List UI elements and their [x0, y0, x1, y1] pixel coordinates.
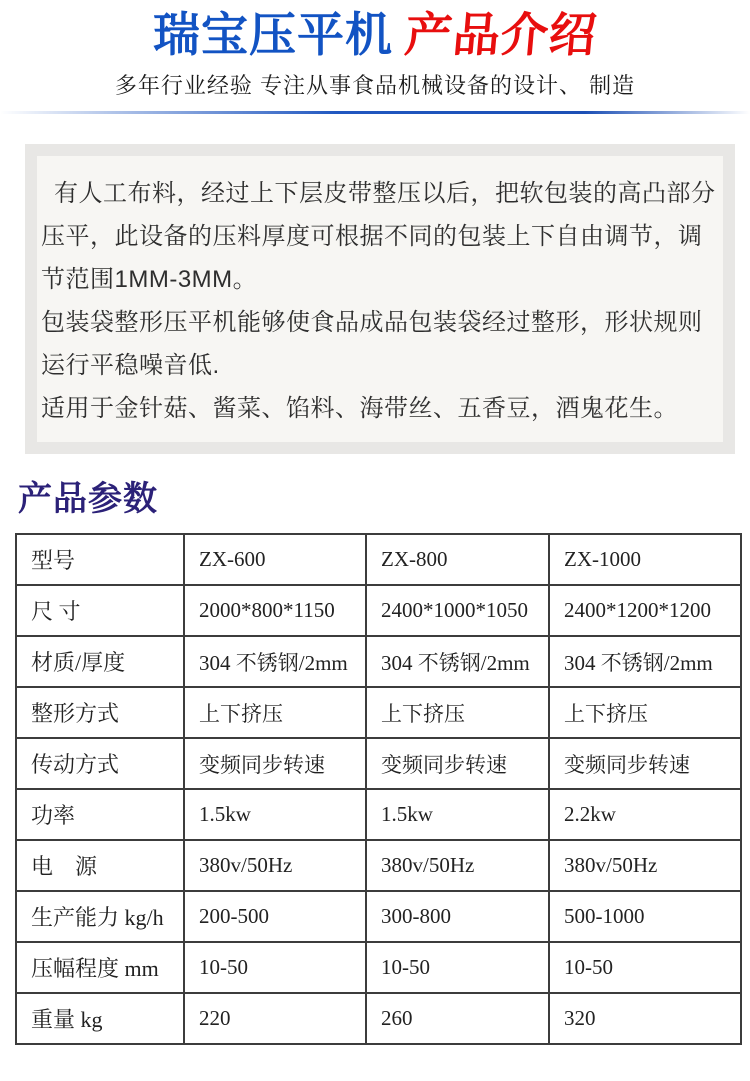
row-label: 重量 kg	[16, 993, 184, 1044]
row-label: 型号	[16, 534, 184, 585]
page-header	[0, 0, 750, 114]
cell-value: ZX-1000	[549, 534, 741, 585]
cell-value: 2000*800*1150	[184, 585, 366, 636]
page-subtitle: 多年行业经验 专注从事食品机械设备的设计、 制造	[114, 73, 636, 98]
intro-paragraph-1: 有人工布料，经过上下层皮带整压以后，把软包装的高凸部分压平，此设备的压料厚度可根据不同的包装上下自由调节，调节范围1MM-3MM。	[41, 180, 716, 293]
table-row	[16, 942, 741, 993]
cell-value: 2400*1000*1050	[366, 585, 549, 636]
row-label: 尺 寸	[16, 585, 184, 636]
cell-value: 2.2kw	[549, 789, 741, 840]
cell-value: 300-800	[366, 891, 549, 942]
intro-paragraph-3: 适用于金针菇、酱菜、馅料、海带丝、五香豆，酒鬼花生。	[41, 395, 678, 422]
cell-value: 10-50	[184, 942, 366, 993]
page-title	[0, 8, 750, 62]
cell-value: 1.5kw	[184, 789, 366, 840]
row-label: 功率	[16, 789, 184, 840]
cell-value: 380v/50Hz	[184, 840, 366, 891]
table-row	[16, 534, 741, 585]
cell-value: 500-1000	[549, 891, 741, 942]
table-row	[16, 636, 741, 687]
row-label: 材质/厚度	[16, 636, 184, 687]
row-label: 电 源	[16, 840, 184, 891]
intro-text-box	[37, 156, 723, 442]
cell-value: 304 不锈钢/2mm	[184, 636, 366, 687]
cell-value: 200-500	[184, 891, 366, 942]
cell-value: 220	[184, 993, 366, 1044]
cell-value: 上下挤压	[366, 687, 549, 738]
page-title-brand: 瑞宝压平机	[153, 8, 393, 61]
params-table-body	[16, 534, 741, 1044]
cell-value: 变频同步转速	[184, 738, 366, 789]
cell-value: 上下挤压	[184, 687, 366, 738]
cell-value: 2400*1200*1200	[549, 585, 741, 636]
intro-panel	[25, 144, 735, 454]
cell-value: 变频同步转速	[366, 738, 549, 789]
table-row	[16, 789, 741, 840]
table-row	[16, 993, 741, 1044]
cell-value: 10-50	[366, 942, 549, 993]
row-label: 传动方式	[16, 738, 184, 789]
table-row	[16, 840, 741, 891]
table-row	[16, 738, 741, 789]
cell-value: 320	[549, 993, 741, 1044]
cell-value: 1.5kw	[366, 789, 549, 840]
params-table	[15, 533, 742, 1045]
row-label: 生产能力 kg/h	[16, 891, 184, 942]
intro-paragraph-2: 包装袋整形压平机能够使食品成品包装袋经过整形，形状规则 运行平稳噪音低.	[41, 309, 703, 379]
cell-value: 260	[366, 993, 549, 1044]
cell-value: ZX-800	[366, 534, 549, 585]
cell-value: 304 不锈钢/2mm	[366, 636, 549, 687]
cell-value: 304 不锈钢/2mm	[549, 636, 741, 687]
params-heading: 产品参数	[18, 480, 158, 518]
cell-value: 变频同步转速	[549, 738, 741, 789]
table-row	[16, 687, 741, 738]
cell-value: 10-50	[549, 942, 741, 993]
cell-value: 380v/50Hz	[366, 840, 549, 891]
page-title-section: 产品介绍	[402, 8, 600, 61]
table-row	[16, 891, 741, 942]
cell-value: ZX-600	[184, 534, 366, 585]
cell-value: 上下挤压	[549, 687, 741, 738]
row-label: 压幅程度 mm	[16, 942, 184, 993]
gradient-divider	[0, 111, 750, 114]
cell-value: 380v/50Hz	[549, 840, 741, 891]
row-label: 整形方式	[16, 687, 184, 738]
table-row	[16, 585, 741, 636]
